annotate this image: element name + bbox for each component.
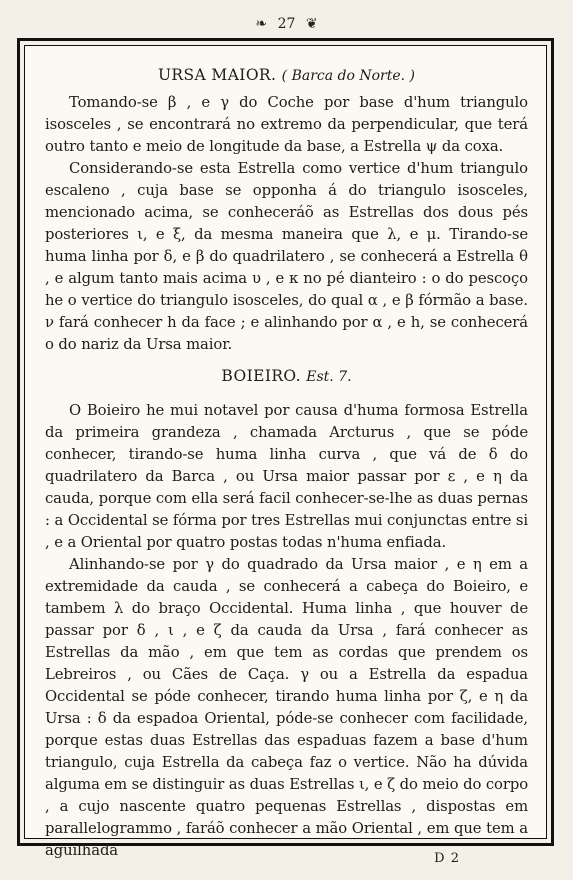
section-title-ursa-maior [45, 64, 528, 87]
section-subtitle: Est. 7. [306, 369, 352, 385]
section-title-boieiro [45, 365, 528, 388]
section-subtitle: ( Barca do Norte. ) [281, 68, 416, 84]
paragraph: Tomando-se β , e γ do Coche por base d'hum triangulo isosceles , se encontrará no extremo da perpendicular, que terá outro tanto e meio de longitude da base, a Estrella ψ da coxa. [45, 94, 528, 155]
page-number: 27 [277, 16, 296, 32]
page-header [0, 10, 573, 38]
paragraph: Considerando-se esta Estrella como vertice d'hum triangulo escaleno , cuja base se opponha á do triangulo isosceles, mencionado acima, se conheceráõ as Estrellas dos dous pés posteriores ι, e ξ, da mesma maneira que λ, e μ. Tirando-se huma linha por δ, e β do quadrilatero , se conhecerá a Estrella θ , e algum tanto mais acima υ , e κ no pé dianteiro : ο do pescoço he o vertice do triangulo isosceles, do qual α , e β fórmão a base. ν fará conhecer h da face ; e alinhando por α , e h, se conhecerá ο do nariz da Ursa maior. [45, 160, 528, 353]
section-title-text: URSA MAIOR. [157, 66, 277, 84]
section-title-text: BOIEIRO. [221, 367, 301, 385]
paragraph: Alinhando-se por γ do quadrado da Ursa maior , e η em a extremidade da cauda , se conhecerá a cabeça do Boieiro, e tambem λ do braço Occidental. Huma linha , que houver de passar por δ , ι , e ζ da cauda da Ursa , fará conhecer as Estrellas da mão , em que tem as cordas que prendem os Lebreiros , ou Cães de Caça. γ ou a Estrella da espadua Occidental se póde conhecer, tirando huma linha por ζ, e η da Ursa : δ da espadoa Oriental, póde-se conhecer com facilidade, porque estas duas Estrellas das espaduas fazem a base d'hum triangulo, cuja Estrella da cabeça faz o vertice. Não ha dúvida alguma em se distinguir as duas Estrellas ι, e ζ do meio do corpo , a cujo nascente quatro pequenas Estrellas , dispostas em parallelogrammo , faráõ conhecer a mão Oriental , em que tem a aguilhada [45, 556, 529, 859]
ornament-right-icon: ❦ [305, 16, 318, 32]
ornament-left-icon: ❧ [255, 16, 268, 32]
printer-signature: D 2 [434, 851, 460, 866]
paragraph: O Boieiro he mui notavel por causa d'huma formosa Estrella da primeira grandeza , chamada Arcturus , que se póde conhecer, tirando-se huma linha curva , que vá de δ do quadrilatero da Barca , ou Ursa maior passar por ε , e η da cauda, porque com ella será facil conhecer-se-lhe as duas pernas : a Occidental se fórma por tres Estrellas mui conjunctas entre si , e a Oriental por quatro postas todas n'huma enfiada. [45, 402, 528, 551]
